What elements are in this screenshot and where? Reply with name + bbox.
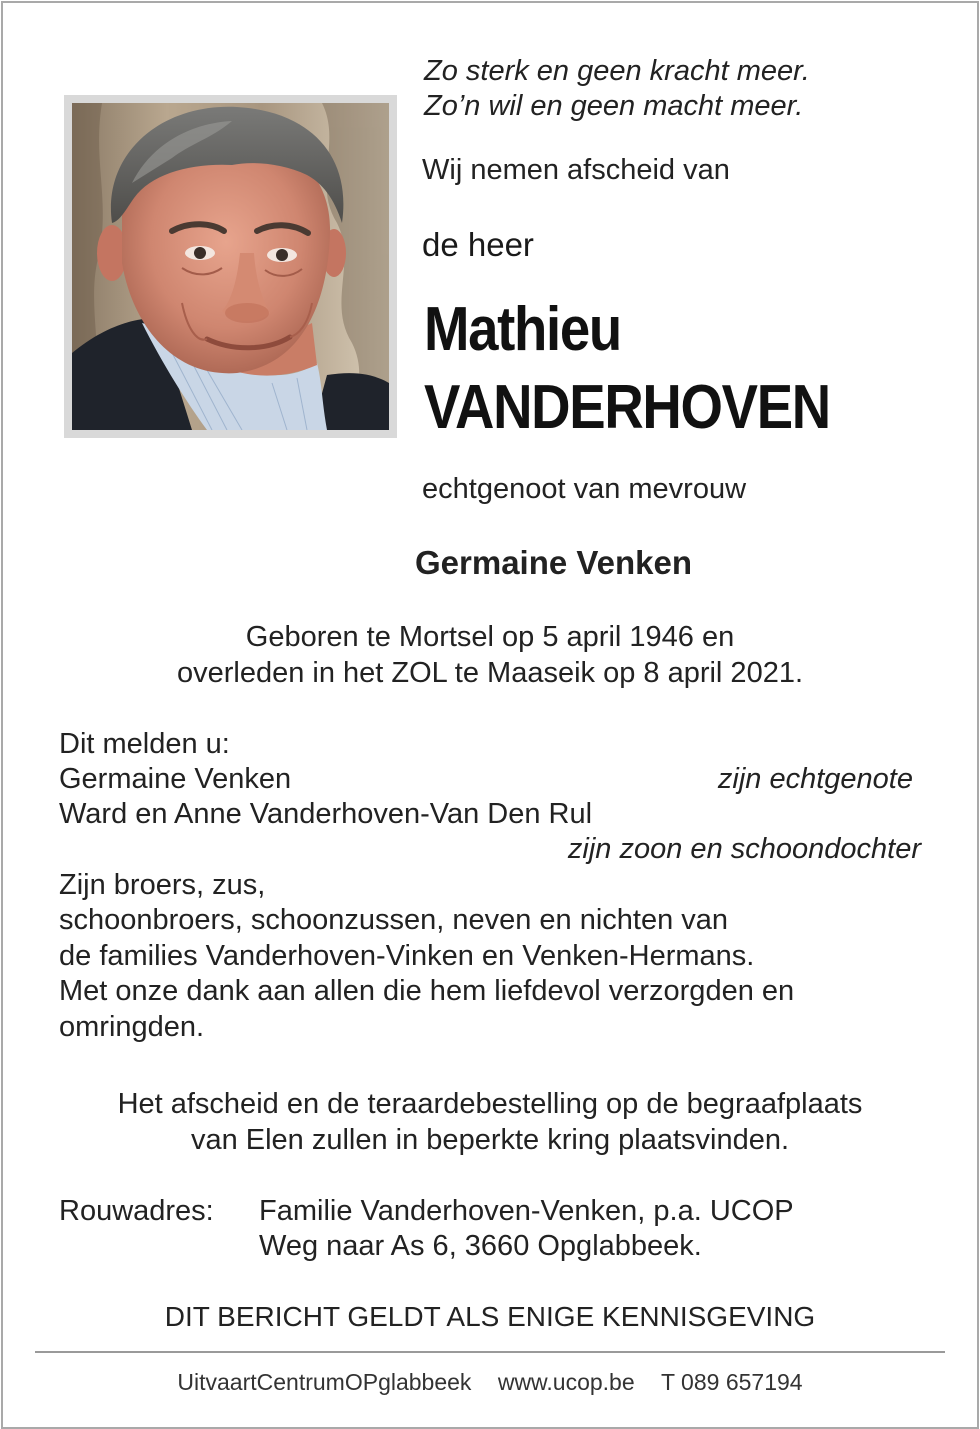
footer-divider	[35, 1351, 945, 1353]
footer-website[interactable]: www.ucop.be	[497, 1369, 635, 1395]
footer	[0, 1369, 980, 1396]
ceremony-line-2: van Elen zullen in beperkte kring plaatsvinden.	[190, 1124, 790, 1156]
intro-text: Wij nemen afscheid van	[422, 154, 730, 186]
portrait-frame	[64, 95, 397, 438]
announcer-relation: zijn echtgenote	[717, 763, 913, 795]
notice-text: DIT BERICHT GELDT ALS ENIGE KENNISGEVING	[164, 1301, 816, 1332]
announcer-relation: zijn zoon en schoondochter	[567, 833, 921, 865]
quote-line-1: Zo sterk en geen kracht meer.	[424, 55, 810, 87]
ceremony-line-1: Het afscheid en de teraardebestelling op de begraafplaats	[117, 1088, 863, 1120]
announcers-intro: Dit melden u:	[59, 728, 230, 760]
spouse-name: Germaine Venken	[415, 544, 692, 581]
announcer-name: Ward en Anne Vanderhoven-Van Den Rul	[59, 798, 593, 830]
announcer-line: omringden.	[59, 1011, 205, 1043]
announcer-name: Germaine Venken	[59, 763, 292, 795]
life-line-1: Geboren te Mortsel op 5 april 1946 en	[245, 621, 735, 653]
quote-line-2: Zo’n wil en geen macht meer.	[424, 90, 804, 122]
portrait-photo	[72, 103, 389, 430]
announcer-line: Zijn broers, zus,	[59, 869, 266, 901]
spouse-intro: echtgenoot van mevrouw	[422, 473, 747, 505]
address-line-2: Weg naar As 6, 3660 Opglabbeek.	[259, 1230, 702, 1262]
address-line-1: Familie Vanderhoven-Venken, p.a. UCOP	[259, 1195, 794, 1227]
salutation: de heer	[422, 226, 534, 263]
announcer-line: schoonbroers, schoonzussen, neven en nichten van	[59, 904, 729, 936]
announcer-line: Met onze dank aan allen die hem liefdevol verzorgden en	[59, 975, 795, 1007]
deceased-last-name: VANDERHOVEN	[424, 373, 830, 442]
life-line-2: overleden in het ZOL te Maaseik op 8 april 2021.	[176, 657, 804, 689]
deceased-first-name: Mathieu	[424, 295, 621, 364]
announcer-line: de families Vanderhoven-Vinken en Venken-Hermans.	[59, 940, 755, 972]
footer-phone: T 089 657194	[661, 1369, 803, 1395]
address-label: Rouwadres:	[59, 1195, 214, 1227]
footer-company: UitvaartCentrumOPglabbeek	[177, 1369, 472, 1395]
